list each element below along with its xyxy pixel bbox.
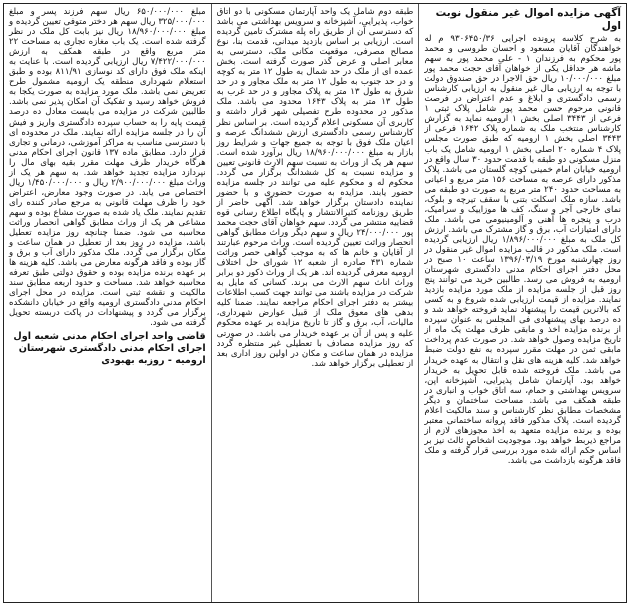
notice-paragraph: مبلغ ۶۵۰/۰۰۰/۰۰۰ ریال سهم فرزند پسر و مبلغ ۳۲۵/۰۰۰/۰۰۰ ریال سهم هر دختر متوفی تعیین گردیده و مبلغ ۱۸/۹۶۰/۰۰۰/۰۰۰ ریال نیز بابت کل ملک در نظر گرفته شده است. یک باب مغازه تجاری به مساحت ۲۲ متر مربع واقع در طبقه همکف به ارزش ۷/۴۲۲/۰۰۰/۰۰۰ ریال ارزیابی گردیده است. با عنایت به اینکه ملک فوق دارای کد نوسازی ۸۱۱/۹۱ بوده و طبق استعلام شهرداری منطقه یک ارومیه مشمول طرح تعریض نمی باشد. ملک مورد مزایده به صورت یکجا به فروش خواهد رسید و تفکیک آن امکان پذیر نمی باشد. طالبین شرکت در مزایده می بایست معادل ده درصد قیمت پایه را به حساب سپرده دادگستری واریز و فیش آن را در جلسه مزایده ارائه نمایند. ملک در محدوده ای با دسترسی مناسب به مراکز آموزشی، درمانی و تجاری قرار دارد. مطابق ماده ۱۳۷ قانون اجرای احکام مدنی هرگاه خریدار ظرف مهلت مقرر بقیه بهای مال را نپردازد مزایده تجدید خواهد شد. به سهم هر یک از وراث مبلغ ۲/۹۰۰/۰۰۰/۰۰۰ ریال و ۱/۴۵۰/۰۰۰/۰۰۰ ریال اختصاص می یابد. در صورت وجود معارض، اعتراض خود را ظرف مهلت قانونی به مرجع صادر کننده رای تقدیم نمایند. ملک یاد شده به صورت مشاع بوده و سهم مشاعی هر یک از وراث مطابق گواهی انحصار وراثت محاسبه می شود. ضمنا چنانچه روز مزایده تعطیل باشد، مزایده در روز بعد از تعطیل در همان ساعت و مکان برگزار می گردد. ملک مذکور دارای آب و برق و گاز بوده و فاقد هرگونه معارض می باشد. کلیه هزینه ها بر عهده برنده مزایده بوده و حقوق دولتی طبق تعرفه محاسبه خواهد شد. مساحت و حدود اربعه مطابق سند مالکیت و نقشه ثبتی است. مزایده در محل اجرای احکام مدنی دادگستری ارومیه واقع در خیابان دانشکده برگزار می گردد و پیشنهادات در پاکت دربسته تحویل گرفته می شود. (8, 7, 206, 329)
notice-paragraph: طبقه دوم شامل یک واحد آپارتمان مسکونی با دو اتاق خواب، پذیرایی، آشپزخانه و سرویس بهداشتی می باشد که دسترسی آن از طریق راه پله مشترک تامین گردیده است. ارزیابی بر اساس بازدید میدانی، قدمت بنا، نوع مصالح مصرفی، موقعیت مکانی ملک، دسترسی به معابر اصلی و عرض گذر صورت گرفته است. بخش عمده ای از ملک در حد شمال به طول ۱۲ متر به کوچه و در حد جنوب به طول ۱۲ متر به ملک مجاور و در حد شرق به طول ۱۳ متر به پلاک مجاور و در حد غرب به طول ۱۳ متر به پلاک ۱۶۴۳ محدود می باشد. ملک مذکور در محدوده طرح تفصیلی شهر قرار داشته و کاربری آن مسکونی اعلام گردیده است. بر اساس نظر کارشناس رسمی دادگستری ارزش ششدانگ عرصه و اعیان ملک فوق با توجه به جمیع جهات و شرایط روز بازار به مبلغ ۱۸/۹۶۰/۰۰۰/۰۰۰ ریال برآورد شده است. سهم هر یک از وراث به نسبت سهم الارث قانونی تعیین و مزایده نسبت به کل ششدانگ برگزار می گردد. محکوم له و محکوم علیه می توانند در جلسه مزایده حضور یابند. مزایده به صورت حضوری و با حضور نماینده دادستان برگزار خواهد شد. آگهی حاضر از طریق روزنامه کثیرالانتشار و پایگاه اطلاع رسانی قوه قضاییه منتشر می گردد. سهم خواهان آقای حجت محمد پور ۲۴/۰۰۰/۰۰۰ ریال و سهم دیگر وراث مطابق گواهی انحصار وراثت تعیین گردیده است. وراث مرحوم عبارتند از آقایان و خانم ها که به موجب گواهی حصر وراثت شماره ۴۳۱ صادره از شعبه ۱۲ شورای حل اختلاف ارومیه معرفی گردیده اند. هر یک از وراث ذکور دو برابر وراث اناث سهم الارث می برند. کسانی که مایل به شرکت در مزایده باشند می توانند جهت کسب اطلاعات بیشتر به دفتر اجرای احکام مراجعه نمایند. ضمنا کلیه بدهی های معوق ملک از قبیل عوارض شهرداری، مالیات، آب، برق و گاز تا تاریخ مزایده بر عهده محکوم علیه و پس از آن بر عهده خریدار می باشد. در صورتی که روز مزایده مصادف با تعطیلی غیر منتظره گردد مزایده در همان ساعت و مکان در اولین روز اداری بعد از تعطیلی برگزار خواهد شد. (216, 7, 414, 369)
notice-paragraph: به شرح کلاسه پرونده اجرایی ۹۳۰۶۴۵۰/۳۶ م له خواهندگان آقایان مسعود و احسان طروسی و محمد پور محکوم به فرزندان ۱ - علی محمد پور به سهم ماشه هر حداقل یکی از خواهان آقای حجت محمد پور مبلغ ۱۰/۰۰۰/۰۰۰ ریال حق الاجرا در حق صندوق دولت با توجه به ارزیابی مال غیر منقول به ارزیابی کارشناس رسمی دادگستری و ابلاغ و عدم اعتراض در فرصت قانونی مرحوم حسن محمد پور شامل پلاک ثبتی ۱ فرعی از ۳۴۴۳ اصلی بخش ۱ ارومیه نماید به گزارش کارشناس منتخب ملک به شماره پلاک ۱۶۴۲ فرعی از ۳۴۴۳ اصلی بخش ۱ ارومیه که طبق صورت مجلس پلاک ۴ شماره ۲۰ اصلی بخش ۱ ارومیه شامل یک باب منزل مسکونی دو طبقه با قدمت حدود ۳۰ سال واقع در ارومیه خیابان امام خمینی کوچه گلستان می باشد. پلاک مذکور دارای عرصه به مساحت ۱۵۶ متر مربع و اعیانی به مساحت حدود ۲۴۰ متر مربع به صورت دو طبقه می باشد. سازه ملک اسکلت بتنی با سقف تیرچه و بلوک، نمای خارجی آجر و سنگ، کف ها موزاییک و سرامیک، درب و پنجره ها آهنی و آلومینیومی می باشد. ملک دارای امتیازات آب، برق و گاز مشترک می باشد. ارزش کل ملک به مبلغ ۱/۸۹۶/۰۰۰/۰۰۰ ریال ارزیابی گردیده است. ملک مذکور در قالب مزایده اموال غیر منقول در روز چهارشنبه مورخ ۱۳۹۶/۰۳/۱۹ ساعت ۱۰ صبح در محل دفتر اجرای احکام مدنی دادگستری شهرستان ارومیه به فروش می رسد. طالبین خرید می توانند پنج روز قبل از جلسه مزایده از ملک مورد مزایده بازدید نمایند. مزایده از قیمت ارزیابی شده شروع و به کسی که بالاترین قیمت را پیشنهاد نماید فروخته خواهد شد و ده درصد بهای پیشنهادی فی المجلس به عنوان سپرده از برنده مزایده اخذ و مابقی ظرف مهلت یک ماه از تاریخ مزایده وصول خواهد شد. در صورت عدم پرداخت مابقی ثمن در مهلت مقرر سپرده به نفع دولت ضبط خواهد شد. کلیه هزینه های نقل و انتقال به عهده خریدار می باشد. ملک فروخته شده قابل تحویل به خریدار خواهد بود. آپارتمان شامل پذیرایی، آشپزخانه اپن، سرویس بهداشتی و حمام، سه اتاق خواب و انباری در طبقه همکف می باشد. مساحت ساختمان و دیگر مشخصات مطابق نظر کارشناس و سند مالکیت اعلام گردیده است. پلاک مذکور فاقد پروانه ساختمانی معتبر بوده و برنده مزایده متعهد به اخذ مجوزهای لازم از مراجع ذیربط خواهد بود. موجودیت اشخاص ثالث نیز بر اساس حکم ارائه شده مورد بررسی قرار گرفته و ملک فاقد هرگونه بازداشت می باشد. (424, 34, 622, 466)
notice-column-right (419, 4, 626, 602)
notice-title: آگهی مزایده اموال غیر منقول نوبت اول (435, 7, 621, 32)
judge-signature: قاضی واحد اجرای احکام مدنی شعبه اول اجرای احکام مدنی دادگستری شهرستان ارومیه - روزبه بهبودی (13, 330, 206, 366)
notice-column-left (4, 4, 212, 602)
auction-notice (3, 3, 627, 603)
notice-column-middle (212, 4, 420, 602)
